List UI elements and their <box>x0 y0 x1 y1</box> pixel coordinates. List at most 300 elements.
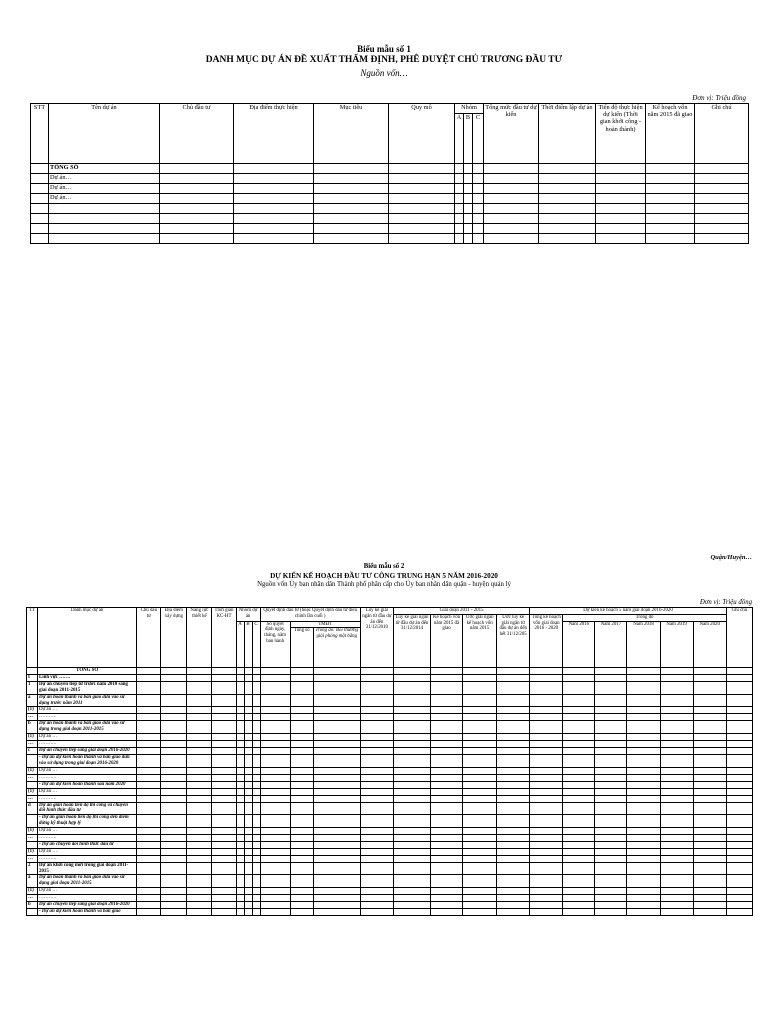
f1-cell <box>473 194 484 204</box>
f2-cell <box>693 795 726 802</box>
f1-col-group-c: C <box>473 114 484 164</box>
f2-cell <box>244 675 252 682</box>
f2-cell <box>290 875 313 888</box>
f2-cell <box>212 887 236 894</box>
form1-title: Biểu mẫu số 1 <box>357 44 411 54</box>
f2-cell <box>463 908 497 915</box>
f2-cell <box>161 734 187 741</box>
f2-cell <box>252 675 260 682</box>
f1-row-label: TỔNG SỐ <box>49 164 160 174</box>
f2-cell <box>313 774 360 781</box>
f2-cell <box>187 908 212 915</box>
f2-cell <box>161 721 187 734</box>
f2-cell <box>360 767 393 774</box>
f2-cell <box>137 827 161 834</box>
f1-cell <box>31 174 49 184</box>
f2-cell <box>595 767 627 774</box>
f2-cell <box>236 875 244 888</box>
f2-cell <box>212 802 236 815</box>
f2-cell <box>627 675 660 682</box>
f2-cell <box>137 834 161 841</box>
f1-cell <box>484 214 539 224</box>
f1-row-label <box>49 224 160 234</box>
f2-cell <box>693 894 726 901</box>
f2-table-row <box>27 755 753 768</box>
f2-cell <box>236 694 244 707</box>
f2-cell <box>360 694 393 707</box>
f2-cell <box>260 894 290 901</box>
f1-cell <box>646 194 695 204</box>
f2-cell <box>627 802 660 815</box>
f2-cell <box>161 875 187 888</box>
f2-cell <box>252 862 260 875</box>
f2-cell <box>563 901 595 908</box>
f1-cell <box>596 194 646 204</box>
f2-cell <box>313 815 360 828</box>
f2-row-tt <box>27 841 38 848</box>
f1-cell <box>464 174 473 184</box>
f2-cell <box>693 855 726 862</box>
f1-col-objective: Mục tiêu <box>314 104 389 164</box>
f1-row-label <box>49 204 160 214</box>
f2-cell <box>563 714 595 721</box>
f2-cell <box>236 748 244 755</box>
f1-cell <box>539 174 596 184</box>
f2-cell <box>463 894 497 901</box>
f2-table-row <box>27 714 753 721</box>
f2-cell <box>463 815 497 828</box>
f2-cell <box>252 901 260 908</box>
f2-cell <box>497 855 530 862</box>
f2-cell <box>627 875 660 888</box>
f1-cell <box>31 164 49 174</box>
f2-cell <box>260 682 290 695</box>
f1-cell <box>389 184 455 194</box>
f2-cell <box>290 675 313 682</box>
f2-cell <box>137 788 161 795</box>
f1-cell <box>596 214 646 224</box>
f2-cell <box>290 887 313 894</box>
f2-cell <box>530 781 563 788</box>
f2-cell <box>252 748 260 755</box>
f1-cell <box>31 204 49 214</box>
f2-cell <box>463 675 497 682</box>
f1-cell <box>473 164 484 174</box>
f2-cell <box>260 841 290 848</box>
f2-row-label: ……….. <box>38 795 137 802</box>
f2-cell <box>252 694 260 707</box>
f2-table-row <box>27 841 753 848</box>
f1-cell <box>484 174 539 184</box>
f2-cell <box>497 908 530 915</box>
f2-row-label: Dự án chuyển tiếp sang giai đoạn 2016-2020 <box>38 748 137 755</box>
f2-cell <box>187 795 212 802</box>
f2-table-row <box>27 834 753 841</box>
f2-cell <box>244 781 252 788</box>
f2-cell <box>530 827 563 834</box>
f2-cell <box>360 841 393 848</box>
f2-col-decision-no: Số quyết định ngày, tháng, năm ban hành <box>260 621 290 668</box>
f2-cell <box>431 875 463 888</box>
f2-cell <box>530 755 563 768</box>
f2-cell <box>693 682 726 695</box>
f1-col-group-a: A <box>455 114 464 164</box>
f2-row-label: - Dự án dự kiến hoàn thành và bàn giao đưa vào sử dụng trong giai đoạn 2016-2020 <box>38 755 137 768</box>
f2-cell <box>463 694 497 707</box>
f2-cell <box>431 741 463 748</box>
f2-cell <box>660 855 693 862</box>
f2-cell <box>360 721 393 734</box>
f2-cell <box>627 748 660 755</box>
f1-table-row <box>31 234 749 244</box>
f2-cell <box>236 741 244 748</box>
f2-cell <box>393 767 430 774</box>
f2-cell <box>463 887 497 894</box>
f2-cell <box>530 707 563 714</box>
f2-cell <box>244 767 252 774</box>
f2-cell <box>595 802 627 815</box>
f2-cell <box>563 802 595 815</box>
f2-col-group-c: C <box>252 621 260 668</box>
f2-cell <box>530 875 563 888</box>
f2-cell <box>236 774 244 781</box>
f2-cell <box>137 795 161 802</box>
f2-cell <box>563 748 595 755</box>
f1-col-note: Ghi chú <box>695 104 749 164</box>
f2-cell <box>530 894 563 901</box>
f2-cell <box>497 741 530 748</box>
f2-cell <box>187 755 212 768</box>
f2-cell <box>187 887 212 894</box>
f2-cell <box>563 694 595 707</box>
f1-cell <box>539 214 596 224</box>
f1-cell <box>389 164 455 174</box>
f2-cell <box>187 802 212 815</box>
f1-cell <box>464 184 473 194</box>
f2-cell <box>252 875 260 888</box>
f2-cell <box>236 855 244 862</box>
f2-cell <box>290 834 313 841</box>
f2-cell <box>393 668 430 675</box>
f2-cell <box>187 748 212 755</box>
f1-cell <box>539 184 596 194</box>
f2-cell <box>161 682 187 695</box>
f2-cell <box>360 875 393 888</box>
f2-cell <box>627 668 660 675</box>
f2-cell <box>463 707 497 714</box>
f2-cell <box>313 802 360 815</box>
f1-cell <box>484 164 539 174</box>
f2-cell <box>431 894 463 901</box>
f2-cell <box>497 675 530 682</box>
f1-cell <box>160 234 234 244</box>
f2-cell <box>660 862 693 875</box>
f1-cell <box>389 174 455 184</box>
f1-table-row <box>31 194 749 204</box>
f2-cell <box>563 675 595 682</box>
f2-cell <box>693 721 726 734</box>
f2-cell <box>187 875 212 888</box>
f2-cell <box>693 707 726 714</box>
f2-row-tt: (1) <box>27 848 38 855</box>
f2-cell <box>393 862 430 875</box>
f2-cell <box>252 848 260 855</box>
f1-col-group: Nhóm <box>455 104 484 114</box>
f2-cell <box>726 721 752 734</box>
f2-cell <box>137 815 161 828</box>
f2-cell <box>313 834 360 841</box>
f2-cell <box>212 788 236 795</box>
f2-cell <box>463 781 497 788</box>
f2-cell <box>393 755 430 768</box>
f2-cell <box>693 714 726 721</box>
f2-cell <box>463 682 497 695</box>
f2-cell <box>313 707 360 714</box>
f2-cell <box>431 721 463 734</box>
f2-cell <box>360 707 393 714</box>
f2-cell <box>497 721 530 734</box>
f2-cell <box>187 841 212 848</box>
f2-table-row <box>27 682 753 695</box>
f2-col-note: Ghi chú <box>726 608 752 668</box>
f2-cell <box>290 908 313 915</box>
f2-cell <box>212 741 236 748</box>
f2-cell <box>187 668 212 675</box>
f1-cell <box>646 184 695 194</box>
f2-cell <box>726 841 752 848</box>
form1-source: Nguồn vốn… <box>360 68 408 78</box>
f2-cell <box>463 841 497 848</box>
f1-cell <box>646 174 695 184</box>
f2-cell <box>463 714 497 721</box>
f2-cell <box>693 848 726 855</box>
f2-cell <box>660 748 693 755</box>
f2-cell <box>463 855 497 862</box>
f2-cell <box>497 848 530 855</box>
f2-cell <box>693 875 726 888</box>
f2-col-time: Thời gian KC-HT <box>212 608 236 668</box>
f1-row-label <box>49 214 160 224</box>
f2-cell <box>530 741 563 748</box>
f2-cell <box>563 875 595 888</box>
f2-cell <box>563 894 595 901</box>
f2-cell <box>137 668 161 675</box>
f2-row-tt <box>27 781 38 788</box>
f2-cell <box>660 815 693 828</box>
f2-cell <box>137 901 161 908</box>
f2-cell <box>726 894 752 901</box>
f2-row-tt: a <box>27 875 38 888</box>
f2-cell <box>137 894 161 901</box>
f2-cell <box>187 862 212 875</box>
f2-cell <box>161 767 187 774</box>
f2-cell <box>497 781 530 788</box>
f1-cell <box>455 214 464 224</box>
f2-col-est-2015: Ước giải ngân kế hoạch vốn năm 2015 <box>463 614 497 668</box>
f2-cell <box>161 901 187 908</box>
f2-cell <box>260 901 290 908</box>
f1-cell <box>234 214 314 224</box>
f2-cell <box>244 795 252 802</box>
f2-cell <box>252 788 260 795</box>
f2-cell <box>360 887 393 894</box>
f2-cell <box>236 894 244 901</box>
f2-cell <box>660 848 693 855</box>
f2-cell <box>726 862 752 875</box>
f2-col-y2019: Năm 2019 <box>660 621 693 668</box>
f2-cell <box>313 875 360 888</box>
f1-cell <box>389 224 455 234</box>
f2-cell <box>187 834 212 841</box>
f1-cell <box>234 194 314 204</box>
f2-cell <box>212 834 236 841</box>
f1-col-stt: STT <box>31 104 49 164</box>
f2-cell <box>236 815 244 828</box>
f1-cell <box>455 234 464 244</box>
f2-cell <box>313 668 360 675</box>
f2-row-label: Lĩnh vực ……. <box>38 675 137 682</box>
f2-row-label: ……….. <box>38 774 137 781</box>
f2-cell <box>244 827 252 834</box>
f2-row-tt: a <box>27 694 38 707</box>
f2-cell <box>290 694 313 707</box>
f1-col-investor: Chủ đầu tư <box>160 104 234 164</box>
f2-col-decision: Quyết định đầu tư (hoặc Quyết định đầu tư điều chỉnh lần cuối ) <box>260 608 360 622</box>
f2-cell <box>313 781 360 788</box>
f2-cell <box>137 774 161 781</box>
f2-cell <box>497 707 530 714</box>
f2-cell <box>463 802 497 815</box>
f2-cell <box>212 694 236 707</box>
f2-cell <box>726 682 752 695</box>
f2-col-tmdt: TMĐT <box>290 621 360 628</box>
f2-row-tt <box>27 815 38 828</box>
f2-cell <box>431 788 463 795</box>
f2-cell <box>393 815 430 828</box>
f2-table-row <box>27 802 753 815</box>
f2-cell <box>726 714 752 721</box>
f2-row-tt: (1) <box>27 767 38 774</box>
f2-cell <box>236 781 244 788</box>
f2-cell <box>244 815 252 828</box>
f2-cell <box>252 834 260 841</box>
f2-cell <box>360 908 393 915</box>
f2-col-y2018: Năm 2018 <box>627 621 660 668</box>
f2-cell <box>693 862 726 875</box>
f2-cell <box>360 815 393 828</box>
f2-cell <box>252 755 260 768</box>
f2-table-row <box>27 721 753 734</box>
f2-cell <box>187 815 212 828</box>
f2-cell <box>563 855 595 862</box>
f2-cell <box>660 875 693 888</box>
f1-cell <box>464 214 473 224</box>
f2-cell <box>497 682 530 695</box>
f1-cell <box>695 204 749 214</box>
f2-cell <box>313 755 360 768</box>
f2-cell <box>431 802 463 815</box>
f2-cell <box>393 788 430 795</box>
f2-cell <box>726 741 752 748</box>
f2-cell <box>236 767 244 774</box>
f2-cell <box>393 675 430 682</box>
f2-cell <box>431 834 463 841</box>
f2-cell <box>360 788 393 795</box>
f2-cell <box>530 834 563 841</box>
f2-cell <box>313 734 360 741</box>
f2-cell <box>290 741 313 748</box>
f2-cell <box>563 908 595 915</box>
f2-cell <box>260 781 290 788</box>
f2-row-label: Dự án … <box>38 848 137 855</box>
f2-cell <box>726 795 752 802</box>
f2-cell <box>187 774 212 781</box>
f2-cell <box>726 875 752 888</box>
f2-col-capacity: Năng lực thiết kế <box>187 608 212 668</box>
f2-cell <box>260 714 290 721</box>
f2-cell <box>627 707 660 714</box>
f2-cell <box>260 721 290 734</box>
f2-cell <box>244 748 252 755</box>
f2-cell <box>137 908 161 915</box>
f2-row-label: Dự án giãn hoãn tiến độ thi công và chuyển đổi hình thức đầu tư <box>38 802 137 815</box>
f2-cell <box>313 827 360 834</box>
f2-cell <box>212 841 236 848</box>
f2-cell <box>693 827 726 834</box>
f2-cell <box>290 802 313 815</box>
f2-cell <box>252 741 260 748</box>
f2-cell <box>360 894 393 901</box>
f2-cell <box>595 815 627 828</box>
f2-col-accum-2010: Lũy kế giải ngân từ đầu dự án đến 31/12/2010 <box>360 608 393 668</box>
f1-cell <box>314 224 389 234</box>
f2-row-tt: c <box>27 748 38 755</box>
f2-cell <box>595 901 627 908</box>
f2-cell <box>137 741 161 748</box>
f2-cell <box>726 788 752 795</box>
f1-cell <box>234 174 314 184</box>
f1-cell <box>539 194 596 204</box>
f2-cell <box>260 875 290 888</box>
f2-cell <box>627 755 660 768</box>
f2-cell <box>497 841 530 848</box>
f2-cell <box>693 815 726 828</box>
f2-cell <box>212 862 236 875</box>
f2-cell <box>252 781 260 788</box>
f2-col-accum-2014: Lũy kế giải ngân từ đầu dự án đến 31/12/2014 <box>393 614 430 668</box>
f2-row-tt: 1 <box>27 682 38 695</box>
f2-cell <box>595 675 627 682</box>
f2-cell <box>137 862 161 875</box>
f1-table-row <box>31 184 749 194</box>
f2-col-plan-5yr: Dự kiến kế hoạch 5 năm giai đoạn 2016-2020 <box>530 608 727 615</box>
f2-cell <box>260 815 290 828</box>
f1-cell <box>314 194 389 204</box>
f2-cell <box>627 815 660 828</box>
f2-row-tt: (1) <box>27 734 38 741</box>
f1-cell <box>464 224 473 234</box>
f2-cell <box>431 862 463 875</box>
f1-cell <box>473 234 484 244</box>
f2-cell <box>431 795 463 802</box>
f2-cell <box>563 848 595 855</box>
f2-cell <box>693 741 726 748</box>
f1-cell <box>314 234 389 244</box>
f1-row-label: Dự án… <box>49 184 160 194</box>
f2-cell <box>530 734 563 741</box>
f2-cell <box>595 875 627 888</box>
f2-cell <box>595 748 627 755</box>
